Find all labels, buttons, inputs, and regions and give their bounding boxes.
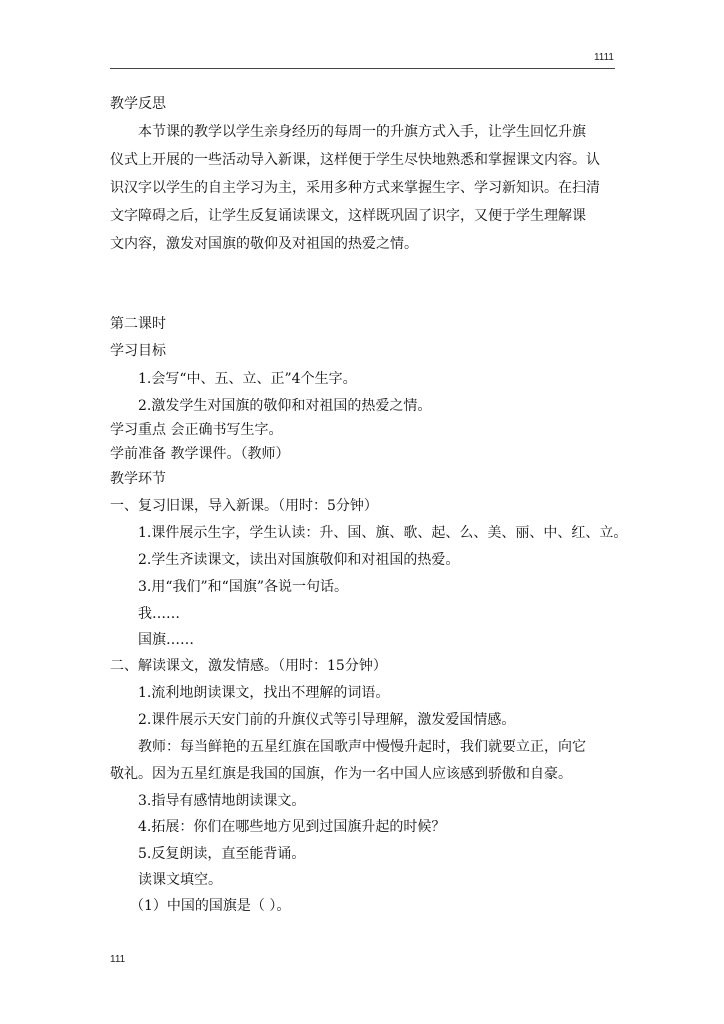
part1-item: 3.用“我们”和“国旗”各说一句话。 <box>138 579 348 595</box>
part1-example: 我…… <box>138 606 180 622</box>
fill-question: （1）中国的国旗是（ ）。 <box>130 898 291 914</box>
steps-heading: 教学环节 <box>110 471 166 487</box>
goals-heading: 学习目标 <box>110 343 166 359</box>
lesson-title: 第二课时 <box>110 316 166 332</box>
part2-item: 3.指导有感情地朗读课文。 <box>138 793 306 809</box>
reflection-line: 文内容，激发对国旗的敬仰及对祖国的热爱之情。 <box>110 236 418 252</box>
part1-heading: 一、复习旧课，导入新课。（用时：5分钟） <box>110 498 378 514</box>
focus-line: 学习重点 会正确书写生字。 <box>110 422 283 438</box>
header-page-number: 1111 <box>593 52 614 63</box>
goal-item: 2.激发学生对国旗的敬仰和对祖国的热爱之情。 <box>138 398 432 414</box>
reflection-line: 本节课的教学以学生亲身经历的每周一的升旗方式入手，让学生回忆升旗 <box>138 124 586 140</box>
goal-item: 1.会写“中、五、立、正”4个生字。 <box>138 371 357 387</box>
part1-item: 1.课件展示生字，学生认读：升、国、旗、歌、起、么、美、丽、中、红、立。 <box>138 525 628 541</box>
teacher-line: 敬礼。因为五星红旗是我国的国旗，作为一名中国人应该感到骄傲和自豪。 <box>110 766 572 782</box>
part1-example: 国旗…… <box>138 632 194 648</box>
reflection-line: 仪式上开展的一些活动导入新课，这样便于学生尽快地熟悉和掌握课文内容。认 <box>110 152 600 168</box>
reflection-line: 识汉字以学生的自主学习为主，采用多种方式来掌握生字、学习新知识。在扫清 <box>110 180 600 196</box>
reflection-line: 文字障碍之后，让学生反复诵读课文，这样既巩固了识字，又便于学生理解课 <box>110 208 586 224</box>
part2-item: 5.反复朗读，直至能背诵。 <box>138 846 306 862</box>
teacher-line: 教师：每当鲜艳的五星红旗在国歌声中慢慢升起时，我们就要立正，向它 <box>138 739 586 755</box>
part2-item: 4.拓展：你们在哪些地方见到过国旗升起的时候？ <box>138 819 446 835</box>
footer-page-number: 111 <box>110 954 126 965</box>
part1-item: 2.学生齐读课文，读出对国旗敬仰和对祖国的热爱。 <box>138 552 460 568</box>
header-rule <box>110 68 615 69</box>
fill-heading: 读课文填空。 <box>138 872 222 888</box>
part2-item: 1.流利地朗读课文，找出不理解的词语。 <box>138 685 390 701</box>
part2-heading: 二、解读课文，激发情感。（用时：15分钟） <box>110 658 387 674</box>
prep-line: 学前准备 教学课件。（教师） <box>110 446 290 462</box>
reflection-heading: 教学反思 <box>110 96 166 112</box>
part2-item: 2.课件展示天安门前的升旗仪式等引导理解，激发爱国情感。 <box>138 712 516 728</box>
